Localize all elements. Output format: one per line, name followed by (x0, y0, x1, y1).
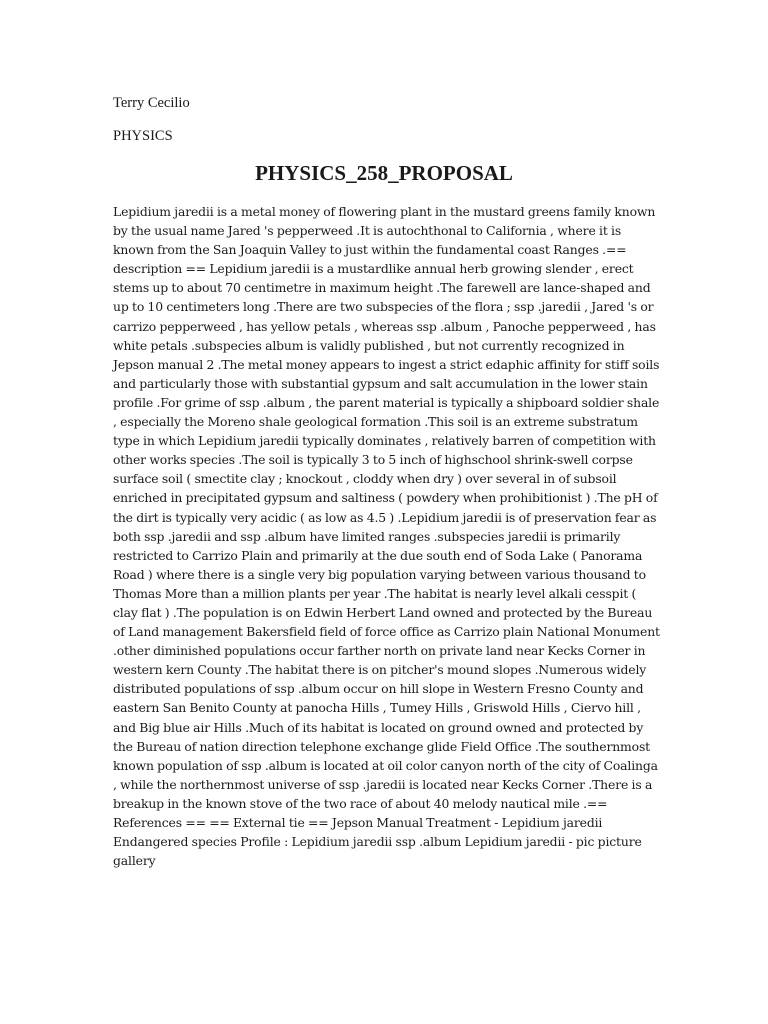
author-name: Terry Cecilio (113, 95, 190, 111)
body-paragraph: Lepidium jaredii is a metal money of flowering plant in the mustard greens family known by the usual name Jared 's pepperweed .It is autochthonal to California , where it is known from the San Joaquin Valley to just within the fundamental coast Ranges .== description == Lepidium jaredii is a mustardlike annual herb growing slender , erect stems up to about 70 centimetre in maximum height .The farewell are lance-shaped and up to 10 centimeters long .There are two subspecies of the flora ; ssp .jaredii , Jared 's or carrizo pepperweed , has yellow petals , whereas ssp .album , Panoche pepperweed , has white petals .subspecies album is validly published , but not currently recognized in Jepson manual 2 .The metal money appears to ingest a strict edaphic affinity for stiff soils and particularly those with substantial gypsum and salt accumulation in the lower stain profile .For grime of ssp .album , the parent material is typically a shipboard soldier shale , especially the Moreno shale geological formation .This soil is an extreme substratum type in which Lepidium jaredii typically dominates , relatively barren of competition with other works species .The soil is typically 3 to 5 inch of highschool shrink-swell corpse surface soil ( smectite clay ; knockout , cloddy when dry ) over several in of subsoil enriched in precipitated gypsum and saltiness ( powdery when prohibitionist ) .The pH of the dirt is typically very acidic ( as low as 4.5 ) .Lepidium jaredii is of preservation fear as both ssp .jaredii and ssp .album have limited ranges .subspecies jaredii is primarily restricted to Carrizo Plain and primarily at the due south end of Soda Lake ( Panorama Road ) where there is a single very big population varying between various thousand to Thomas More than a million plants per year .The habitat is nearly level alkali cesspit ( clay flat ) .The population is on Edwin Herbert Land owned and protected by the Bureau of Land management Bakersfield field of force office as Carrizo plain National Monument .other diminished populations occur farther north on private land near Kecks Corner in western kern County .The habitat there is on pitcher's mound slopes .Numerous widely distributed populations of ssp .album occur on hill slope in Western Fresno County and eastern San Benito County at panocha Hills , Tumey Hills , Griswold Hills , Ciervo hill , and Big blue air Hills .Much of its habitat is located on ground owned and protected by the Bureau of nation direction telephone exchange glide Field Office .The southernmost known population of ssp .album is located at oil color canyon north of the city of Coalinga , while the northernmost universe of ssp .jaredii is located near Kecks Corner .There is a breakup in the known stove of the two race of about 40 melody nautical mile .== References == == External tie == Jepson Manual Treatment - Lepidium jaredii Endangered species Profile : Lepidium jaredii ssp .album Lepidium jaredii - pic picture gallery (113, 204, 660, 869)
document-title: PHYSICS_258_PROPOSAL (255, 161, 513, 185)
course-name: PHYSICS (113, 128, 173, 144)
